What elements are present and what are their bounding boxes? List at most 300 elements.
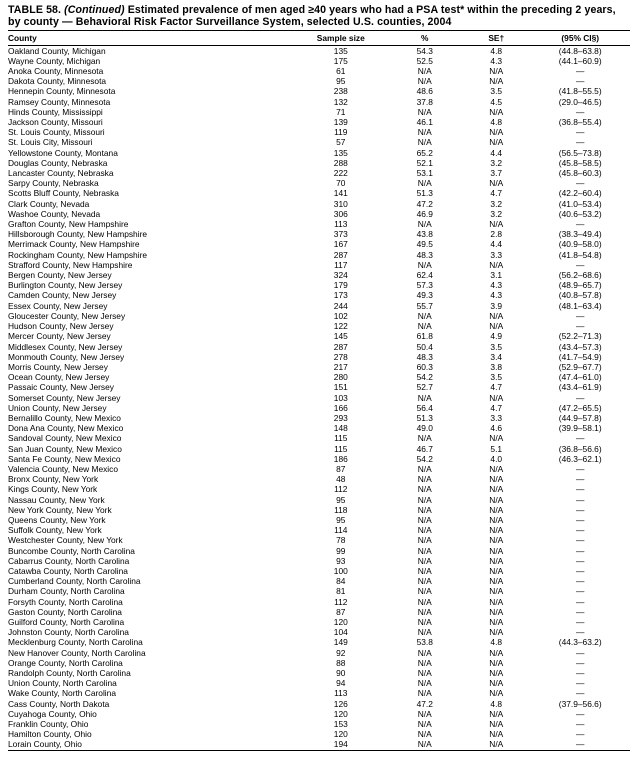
table-title-text: Estimated prevalence of men aged ≥40 years who had a PSA test* within the preceding 2 years, by county — Behavioral Risk Factor Surveillance System, selected U.S. counties, 2004 <box>8 4 616 29</box>
county-cell: Suffolk County, New York <box>8 525 102 536</box>
value-cell: 65.2 <box>416 147 433 158</box>
value-cell: 244 <box>333 300 348 311</box>
county-cell: Westchester County, New York <box>8 535 123 546</box>
table-row <box>8 45 630 56</box>
value-cell: N/A <box>417 535 432 546</box>
table-row <box>8 454 630 464</box>
county-cell: Randolph County, North Carolina <box>8 668 131 678</box>
value-cell: — <box>576 596 585 607</box>
value-cell: (29.0–46.5) <box>558 96 602 107</box>
county-cell: Sandoval County, New Mexico <box>8 433 122 444</box>
value-cell: 84 <box>336 576 346 587</box>
value-cell: 3.9 <box>490 300 503 311</box>
table-body <box>8 45 630 750</box>
table-title <box>8 4 630 28</box>
value-cell: N/A <box>489 739 504 750</box>
county-cell: Middlesex County, New Jersey <box>8 341 123 352</box>
county-cell: Monmouth County, New Jersey <box>8 351 125 362</box>
table-row <box>8 658 630 668</box>
value-cell: 117 <box>334 259 348 270</box>
table-row <box>8 290 630 300</box>
value-cell: 120 <box>333 708 348 719</box>
value-cell: 37.8 <box>416 96 433 107</box>
table-row <box>8 607 630 617</box>
value-cell: — <box>576 494 585 505</box>
value-cell: 151 <box>333 382 348 393</box>
value-cell: 122 <box>333 321 348 332</box>
value-cell: 92 <box>336 647 346 658</box>
value-cell: 95 <box>336 514 346 525</box>
value-cell: N/A <box>417 668 432 678</box>
value-cell: 95 <box>336 494 346 505</box>
value-cell: — <box>576 545 585 556</box>
value-cell: 78 <box>336 535 346 546</box>
value-cell: 102 <box>333 310 348 321</box>
table-row <box>8 342 630 352</box>
value-cell: N/A <box>417 688 432 699</box>
table-row <box>8 188 630 198</box>
county-cell: Hudson County, New Jersey <box>8 321 114 332</box>
value-cell: 115 <box>334 443 348 454</box>
value-cell: (46.3–62.1) <box>558 453 602 464</box>
value-cell: 145 <box>333 331 348 342</box>
value-cell: N/A <box>417 514 432 525</box>
table-row <box>8 372 630 382</box>
value-cell: (41.0–53.4) <box>558 198 602 209</box>
value-cell: 306 <box>333 208 348 219</box>
county-cell: Essex County, New Jersey <box>8 300 108 311</box>
county-cell: Hamilton County, Ohio <box>8 729 92 740</box>
value-cell: (36.8–56.6) <box>558 443 602 454</box>
table-row <box>8 484 630 494</box>
county-cell: Grafton County, New Hampshire <box>8 219 129 230</box>
table-row <box>8 556 630 566</box>
county-cell: St. Louis County, Missouri <box>8 127 105 138</box>
value-cell: — <box>576 484 585 495</box>
county-cell: Rockingham County, New Hampshire <box>8 249 148 260</box>
value-cell: 3.3 <box>490 412 503 423</box>
county-cell: New Hanover County, North Carolina <box>8 647 146 658</box>
value-cell: N/A <box>417 525 432 536</box>
value-cell: N/A <box>417 627 432 638</box>
value-cell: — <box>576 688 585 699</box>
value-cell: N/A <box>489 504 504 515</box>
value-cell: 62.4 <box>416 270 433 281</box>
county-cell: Passaic County, New Jersey <box>8 382 114 393</box>
value-cell: N/A <box>489 647 504 658</box>
value-cell: N/A <box>417 484 432 495</box>
value-cell: 4.5 <box>490 96 503 107</box>
county-cell: Mecklenburg County, North Carolina <box>8 637 143 648</box>
value-cell: N/A <box>489 525 504 536</box>
value-cell: — <box>576 535 585 546</box>
county-cell: Dona Ana County, New Mexico <box>8 423 124 434</box>
value-cell: N/A <box>417 504 432 515</box>
value-cell: N/A <box>417 729 432 740</box>
county-cell: Strafford County, New Hampshire <box>8 259 133 270</box>
value-cell: (41.8–54.8) <box>558 249 602 260</box>
value-cell: 175 <box>333 55 348 66</box>
value-cell: 49.5 <box>416 239 433 250</box>
value-cell: 4.3 <box>490 55 503 66</box>
value-cell: 238 <box>333 86 348 97</box>
value-cell: 132 <box>333 96 348 107</box>
value-cell: 3.8 <box>490 361 503 372</box>
value-cell: 54.3 <box>416 45 433 56</box>
county-cell: Cumberland County, North Carolina <box>8 576 141 587</box>
value-cell: (56.5–73.8) <box>558 147 602 158</box>
value-cell: — <box>576 259 585 270</box>
county-cell: Johnston County, North Carolina <box>8 627 129 638</box>
value-cell: 50.4 <box>416 341 433 352</box>
value-cell: N/A <box>417 708 432 719</box>
table-row <box>8 403 630 413</box>
value-cell: N/A <box>489 719 504 730</box>
value-cell: N/A <box>489 106 504 117</box>
value-cell: 48.3 <box>416 249 433 260</box>
value-cell: N/A <box>417 463 432 474</box>
county-cell: Morris County, New Jersey <box>8 361 108 372</box>
value-cell: 112 <box>334 484 348 495</box>
table-header <box>8 31 630 45</box>
value-cell: — <box>576 627 585 638</box>
table-row <box>8 525 630 535</box>
value-cell: 3.5 <box>490 86 503 97</box>
value-cell: N/A <box>417 127 432 138</box>
value-cell: 324 <box>333 270 348 281</box>
value-cell: 54.2 <box>416 372 433 383</box>
value-cell: N/A <box>489 596 504 607</box>
value-cell: (40.8–57.8) <box>558 290 602 301</box>
value-cell: — <box>576 433 585 444</box>
value-cell: N/A <box>489 657 504 668</box>
value-cell: N/A <box>489 310 504 321</box>
value-cell: N/A <box>489 555 504 566</box>
table-row <box>8 362 630 372</box>
value-cell: — <box>576 321 585 332</box>
value-cell: 49.0 <box>416 423 433 434</box>
value-cell: 60.3 <box>416 361 433 372</box>
value-cell: 48 <box>336 474 346 485</box>
value-cell: N/A <box>417 606 432 617</box>
county-cell: Hinds County, Mississippi <box>8 106 103 117</box>
value-cell: 54.2 <box>416 453 433 464</box>
value-cell: N/A <box>417 678 432 689</box>
table-row <box>8 321 630 331</box>
value-cell: 3.2 <box>490 157 503 168</box>
county-cell: Gloucester County, New Jersey <box>8 310 126 321</box>
value-cell: — <box>576 565 585 576</box>
table-row <box>8 597 630 607</box>
value-cell: 4.9 <box>490 331 503 342</box>
value-cell: N/A <box>417 310 432 321</box>
table-row <box>8 515 630 525</box>
value-cell: N/A <box>417 392 432 403</box>
table-row <box>8 107 630 117</box>
value-cell: — <box>576 178 585 189</box>
value-cell: — <box>576 127 585 138</box>
value-cell: 3.2 <box>490 208 503 219</box>
value-cell: N/A <box>489 137 504 148</box>
value-cell: 5.1 <box>490 443 503 454</box>
column-header: SE† <box>488 32 505 43</box>
value-cell: 179 <box>333 280 348 291</box>
value-cell: (43.4–61.9) <box>558 382 602 393</box>
value-cell: N/A <box>489 545 504 556</box>
value-cell: — <box>576 576 585 587</box>
value-cell: 119 <box>334 127 348 138</box>
table-row <box>8 729 630 739</box>
value-cell: 95 <box>336 76 346 87</box>
value-cell: 4.3 <box>490 290 503 301</box>
value-cell: (40.9–58.0) <box>558 239 602 250</box>
value-cell: (36.8–55.4) <box>558 117 602 128</box>
county-cell: Cuyahoga County, Ohio <box>8 708 97 719</box>
county-cell: Nassau County, New York <box>8 494 105 505</box>
value-cell: (47.4–61.0) <box>558 372 602 383</box>
county-cell: Orange County, North Carolina <box>8 657 123 668</box>
value-cell: (47.2–65.5) <box>558 402 602 413</box>
table-row <box>8 239 630 249</box>
table-row <box>8 178 630 188</box>
value-cell: N/A <box>489 321 504 332</box>
value-cell: — <box>576 525 585 536</box>
table-row <box>8 637 630 647</box>
value-cell: (40.6–53.2) <box>558 208 602 219</box>
county-cell: Wake County, North Carolina <box>8 688 116 699</box>
value-cell: 94 <box>336 678 346 689</box>
table-row <box>8 739 630 750</box>
value-cell: 3.5 <box>490 372 503 383</box>
value-cell: — <box>576 66 585 77</box>
value-cell: N/A <box>417 616 432 627</box>
value-cell: (44.3–63.2) <box>558 637 602 648</box>
value-cell: (43.4–57.3) <box>558 341 602 352</box>
value-cell: N/A <box>489 565 504 576</box>
county-cell: Clark County, Nevada <box>8 198 90 209</box>
table-row <box>8 209 630 219</box>
table-row <box>8 586 630 596</box>
value-cell: N/A <box>417 106 432 117</box>
value-cell: N/A <box>489 688 504 699</box>
value-cell: N/A <box>417 76 432 87</box>
county-cell: Lancaster County, Nebraska <box>8 168 114 179</box>
value-cell: 99 <box>336 545 346 556</box>
value-cell: 3.7 <box>490 168 503 179</box>
value-cell: N/A <box>489 606 504 617</box>
value-cell: 4.0 <box>490 453 503 464</box>
value-cell: 3.1 <box>490 270 503 281</box>
value-cell: — <box>576 668 585 678</box>
value-cell: N/A <box>489 729 504 740</box>
value-cell: 113 <box>334 219 348 230</box>
value-cell: 90 <box>336 668 346 678</box>
value-cell: N/A <box>489 514 504 525</box>
value-cell: — <box>576 586 585 597</box>
county-cell: Mercer County, New Jersey <box>8 331 111 342</box>
table-row <box>8 56 630 66</box>
value-cell: 120 <box>333 729 348 740</box>
value-cell: N/A <box>417 433 432 444</box>
table-row <box>8 627 630 637</box>
value-cell: N/A <box>417 545 432 556</box>
value-cell: (37.9–56.6) <box>558 698 602 709</box>
table-row <box>8 688 630 698</box>
value-cell: 115 <box>334 433 348 444</box>
value-cell: 288 <box>333 157 348 168</box>
value-cell: N/A <box>489 616 504 627</box>
county-cell: Anoka County, Minnesota <box>8 66 104 77</box>
table-row <box>8 576 630 586</box>
value-cell: 4.6 <box>490 423 503 434</box>
value-cell: N/A <box>417 219 432 230</box>
table-row <box>8 199 630 209</box>
value-cell: 51.3 <box>416 412 433 423</box>
value-cell: 104 <box>333 627 348 638</box>
value-cell: (41.8–55.5) <box>558 86 602 97</box>
value-cell: 173 <box>333 290 348 301</box>
table-row <box>8 137 630 147</box>
county-cell: Forsyth County, North Carolina <box>8 596 123 607</box>
county-cell: Oakland County, Michigan <box>8 45 106 56</box>
column-header: (95% CI§) <box>561 32 600 43</box>
value-cell: — <box>576 504 585 515</box>
value-cell: 4.8 <box>490 698 503 709</box>
value-cell: N/A <box>489 433 504 444</box>
table-row <box>8 474 630 484</box>
county-cell: Queens County, New York <box>8 514 106 525</box>
value-cell: 51.3 <box>416 188 433 199</box>
value-cell: (45.8–58.5) <box>558 157 602 168</box>
value-cell: — <box>576 708 585 719</box>
value-cell: 4.4 <box>490 147 503 158</box>
value-cell: — <box>576 606 585 617</box>
value-cell: N/A <box>489 535 504 546</box>
table-row <box>8 678 630 688</box>
value-cell: N/A <box>417 494 432 505</box>
value-cell: 278 <box>333 351 348 362</box>
value-cell: N/A <box>489 586 504 597</box>
value-cell: 46.1 <box>416 117 433 128</box>
value-cell: 373 <box>333 229 348 240</box>
value-cell: N/A <box>417 178 432 189</box>
table-row <box>8 719 630 729</box>
value-cell: N/A <box>489 494 504 505</box>
table-row <box>8 158 630 168</box>
value-cell: 287 <box>333 341 348 352</box>
value-cell: 139 <box>333 117 348 128</box>
table-row <box>8 219 630 229</box>
table-row <box>8 668 630 678</box>
county-cell: New York County, New York <box>8 504 112 515</box>
value-cell: 57.3 <box>416 280 433 291</box>
value-cell: 88 <box>336 657 346 668</box>
value-cell: N/A <box>489 668 504 678</box>
county-cell: Ocean County, New Jersey <box>8 372 110 383</box>
table-row <box>8 495 630 505</box>
county-cell: Merrimack County, New Hampshire <box>8 239 140 250</box>
value-cell: — <box>576 729 585 740</box>
value-cell: — <box>576 616 585 627</box>
value-cell: — <box>576 514 585 525</box>
county-cell: Washoe County, Nevada <box>8 208 101 219</box>
value-cell: 149 <box>333 637 348 648</box>
value-cell: 87 <box>336 463 346 474</box>
value-cell: N/A <box>417 555 432 566</box>
value-cell: N/A <box>417 137 432 148</box>
value-cell: (44.1–60.9) <box>558 55 602 66</box>
value-cell: 49.3 <box>416 290 433 301</box>
table-row <box>8 311 630 321</box>
value-cell: 167 <box>333 239 348 250</box>
table-row <box>8 464 630 474</box>
county-cell: Ramsey County, Minnesota <box>8 96 111 107</box>
value-cell: N/A <box>417 647 432 658</box>
county-cell: Kings County, New York <box>8 484 98 495</box>
county-cell: Union County, New Jersey <box>8 402 107 413</box>
value-cell: 61 <box>336 66 346 77</box>
value-cell: N/A <box>489 678 504 689</box>
value-cell: 2.8 <box>490 229 503 240</box>
table-row <box>8 393 630 403</box>
value-cell: 61.8 <box>416 331 433 342</box>
value-cell: 103 <box>333 392 348 403</box>
table-row <box>8 260 630 270</box>
value-cell: 52.7 <box>416 382 433 393</box>
value-cell: 113 <box>334 688 348 699</box>
county-cell: San Juan County, New Mexico <box>8 443 122 454</box>
value-cell: 52.1 <box>416 157 433 168</box>
value-cell: N/A <box>489 66 504 77</box>
value-cell: N/A <box>489 127 504 138</box>
value-cell: 118 <box>334 504 348 515</box>
value-cell: 3.3 <box>490 249 503 260</box>
value-cell: 310 <box>333 198 348 209</box>
value-cell: 4.7 <box>490 382 503 393</box>
value-cell: N/A <box>489 627 504 638</box>
value-cell: — <box>576 739 585 750</box>
value-cell: 55.7 <box>416 300 433 311</box>
county-cell: Dakota County, Minnesota <box>8 76 107 87</box>
table-row <box>8 444 630 454</box>
value-cell: — <box>576 76 585 87</box>
value-cell: N/A <box>489 708 504 719</box>
county-cell: Buncombe County, North Carolina <box>8 545 135 556</box>
value-cell: N/A <box>489 178 504 189</box>
value-cell: N/A <box>417 586 432 597</box>
value-cell: N/A <box>489 76 504 87</box>
value-cell: 4.7 <box>490 188 503 199</box>
value-cell: 3.5 <box>490 341 503 352</box>
value-cell: N/A <box>417 719 432 730</box>
county-cell: Guilford County, North Carolina <box>8 616 125 627</box>
value-cell: — <box>576 219 585 230</box>
value-cell: 126 <box>333 698 348 709</box>
value-cell: N/A <box>489 463 504 474</box>
county-cell: Cabarrus County, North Carolina <box>8 555 130 566</box>
table-header-row <box>8 31 630 45</box>
value-cell: 153 <box>333 719 348 730</box>
value-cell: (41.7–54.9) <box>558 351 602 362</box>
value-cell: N/A <box>417 66 432 77</box>
county-cell: Bernalillo County, New Mexico <box>8 412 121 423</box>
value-cell: — <box>576 463 585 474</box>
value-cell: 3.2 <box>490 198 503 209</box>
value-cell: — <box>576 647 585 658</box>
county-cell: Hillsborough County, New Hampshire <box>8 229 148 240</box>
table-row <box>8 566 630 576</box>
value-cell: (44.8–63.8) <box>558 45 602 56</box>
